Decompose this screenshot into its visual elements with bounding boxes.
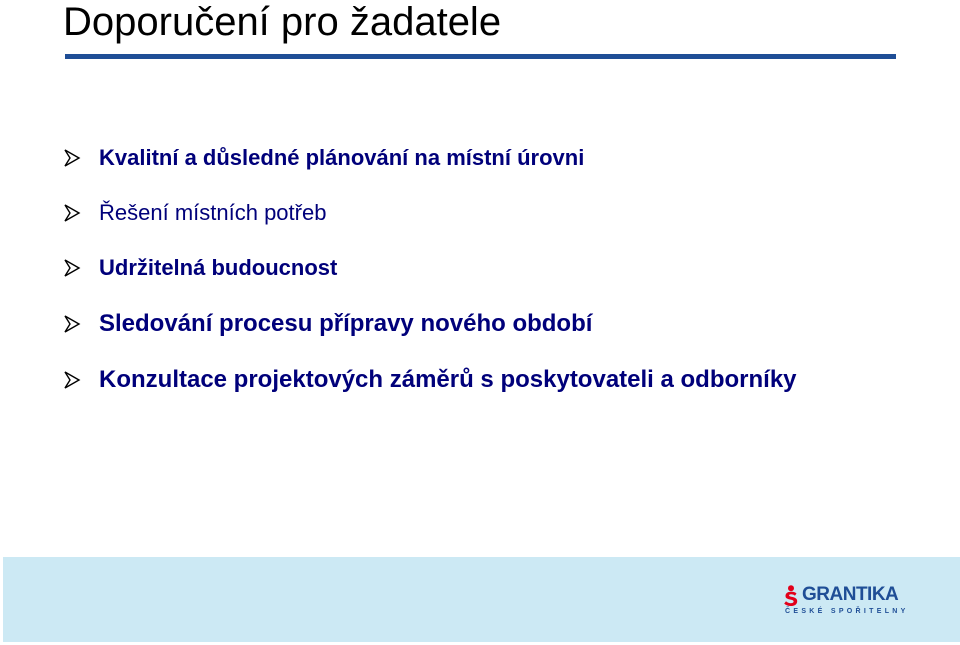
arrowhead-bullet-icon: [63, 259, 81, 277]
bullet-text: Udržitelná budoucnost: [99, 255, 338, 280]
arrowhead-bullet-icon: [63, 315, 81, 333]
bullet-text: Řešení místních potřeb: [99, 200, 327, 225]
bullet-item: [63, 309, 592, 339]
sporitelna-s-mark-icon: [783, 585, 799, 607]
logo-subtitle: ČESKÉ SPOŘITELNY: [785, 608, 909, 615]
arrowhead-bullet-icon: [63, 204, 81, 222]
grantika-logo: [783, 584, 909, 618]
bullet-text: Sledování procesu přípravy nového období: [99, 310, 593, 337]
bullet-item: [63, 253, 337, 283]
bullet-text: Konzultace projektových záměrů s poskytovateli a odborníky: [99, 366, 797, 393]
logo-wordmark: GRANTIKA: [802, 584, 899, 605]
bullet-item: [63, 143, 584, 173]
arrowhead-bullet-icon: [63, 371, 81, 389]
title-underline: [65, 54, 896, 59]
bullet-item: [63, 365, 797, 395]
bullet-item: [63, 198, 326, 228]
bullet-text: Kvalitní a důsledné plánování na místní úrovni: [99, 145, 585, 170]
slide-title: Doporučení pro žadatele: [63, 0, 502, 44]
arrowhead-bullet-icon: [63, 149, 81, 167]
